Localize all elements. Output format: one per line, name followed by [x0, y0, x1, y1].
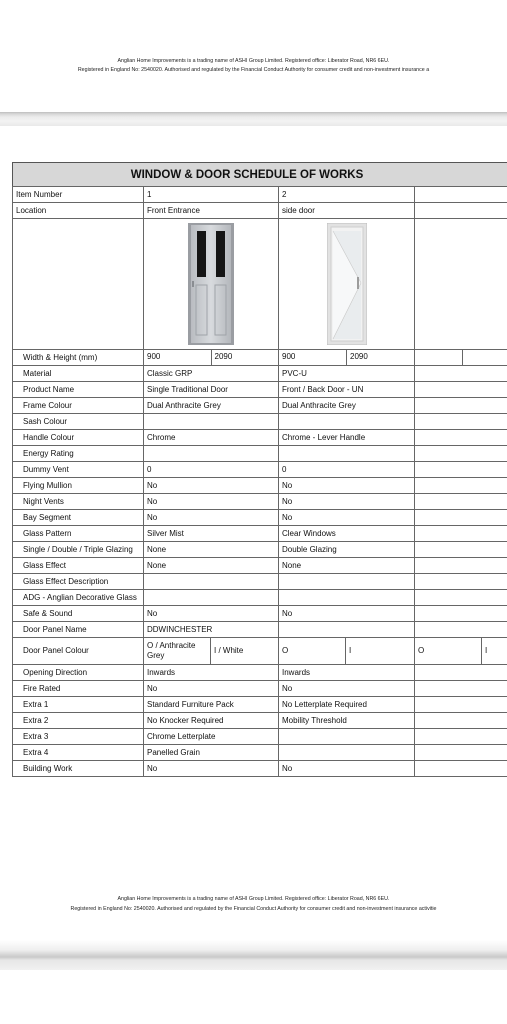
- item-3-value: [415, 510, 507, 526]
- row-label: Building Work: [13, 761, 144, 777]
- item-2-value: [279, 590, 415, 606]
- item-1-value: DDWINCHESTER: [144, 622, 279, 638]
- item-2-value: None: [279, 558, 415, 574]
- item-3-image: [415, 219, 507, 350]
- header-note-line2: Registered in England No: 2540020. Authorised and regulated by the Financial Conduct Authority for consumer credit and non-investment insurance a: [77, 67, 430, 73]
- width-height-label: Width & Height (mm): [13, 350, 144, 366]
- row-label: Fire Rated: [13, 681, 144, 697]
- item-3-value: [415, 366, 507, 382]
- table-row: [13, 414, 507, 430]
- item-1-value: [144, 574, 279, 590]
- table-row: [13, 526, 507, 542]
- item-1-value: No: [144, 681, 279, 697]
- table-row: [13, 382, 507, 398]
- door-panel-colour-label: Door Panel Colour: [13, 638, 144, 665]
- item-1-width: 900: [147, 352, 161, 361]
- row-label: Glass Effect: [13, 558, 144, 574]
- table-row: [13, 430, 507, 446]
- item-2-height: 2090: [346, 350, 414, 365]
- item-2-value: Front / Back Door - UN: [279, 382, 415, 398]
- item-3-value: [415, 729, 507, 745]
- item-1-value: No Knocker Required: [144, 713, 279, 729]
- image-label-cell: [13, 219, 144, 350]
- item-3-panel-colour: [415, 638, 507, 665]
- item-1-value: Standard Furniture Pack: [144, 697, 279, 713]
- item-3-value: [415, 430, 507, 446]
- footer-note-line1: Anglian Home Improvements is a trading name of ASHI Group Limited. Registered office: Liberator Road, NR6 6EU.: [117, 896, 390, 902]
- item-2-panel-outside: O: [282, 646, 289, 655]
- item-3-value: [415, 681, 507, 697]
- table-row: [13, 494, 507, 510]
- item-3-value: [415, 542, 507, 558]
- item-2-panel-colour: [279, 638, 415, 665]
- item-1-value: Classic GRP: [144, 366, 279, 382]
- table-row: [13, 446, 507, 462]
- table-row: [13, 745, 507, 761]
- item-3-value: [415, 606, 507, 622]
- schedule-of-works: [12, 162, 507, 777]
- footer-note-line2: Registered in England No: 2540020. Authorised and regulated by the Financial Conduct Authority for consumer credit and non-investment insurance activitie: [70, 906, 437, 912]
- item-3-width: [415, 350, 462, 365]
- item-3-value: [415, 745, 507, 761]
- item-2-value: [279, 574, 415, 590]
- item-2-value: Inwards: [279, 665, 415, 681]
- table-row: [13, 665, 507, 681]
- table-row: [13, 606, 507, 622]
- item-2-value: Clear Windows: [279, 526, 415, 542]
- item-3-value: [415, 398, 507, 414]
- item-1-value: No: [144, 761, 279, 777]
- table-row: [13, 622, 507, 638]
- item-1-panel-inside: I / White: [210, 638, 246, 664]
- row-label: Extra 3: [13, 729, 144, 745]
- row-label: Glass Effect Description: [13, 574, 144, 590]
- item-2-value: [279, 729, 415, 745]
- item-1-value: Chrome Letterplate: [144, 729, 279, 745]
- item-2-value: Dual Anthracite Grey: [279, 398, 415, 414]
- table-row: [13, 510, 507, 526]
- item-1-value: No: [144, 606, 279, 622]
- item-2-value: No Letterplate Required: [279, 697, 415, 713]
- item-1-value: Silver Mist: [144, 526, 279, 542]
- item-1-value: Dual Anthracite Grey: [144, 398, 279, 414]
- table-row: [13, 590, 507, 606]
- page-separator: [0, 112, 507, 126]
- item-1-panel-outside: O / Anthracite Grey: [147, 641, 196, 660]
- table-row: [13, 761, 507, 777]
- item-2-value: Mobility Threshold: [279, 713, 415, 729]
- item-1-value: None: [144, 542, 279, 558]
- table-row: [13, 219, 507, 350]
- item-1-value: [144, 414, 279, 430]
- table-row: [13, 478, 507, 494]
- item-3-size: [415, 350, 507, 366]
- row-label: Bay Segment: [13, 510, 144, 526]
- page-separator-bottom: [0, 940, 507, 970]
- item-3-value: [415, 574, 507, 590]
- item-3-value: [415, 622, 507, 638]
- table-row: [13, 713, 507, 729]
- row-label: Extra 4: [13, 745, 144, 761]
- item-3-value: [415, 761, 507, 777]
- item-1-image: [144, 219, 279, 350]
- item-3-value: [415, 590, 507, 606]
- item-2-size: [279, 350, 415, 366]
- item-1-value: Single Traditional Door: [144, 382, 279, 398]
- row-label: Product Name: [13, 382, 144, 398]
- row-label: Extra 2: [13, 713, 144, 729]
- item-2-value: No: [279, 478, 415, 494]
- row-label: ADG - Anglian Decorative Glass: [13, 590, 144, 606]
- item-3-value: [415, 713, 507, 729]
- row-label: Opening Direction: [13, 665, 144, 681]
- item-3-value: [415, 478, 507, 494]
- item-3-value: [415, 697, 507, 713]
- item-3-value: [415, 462, 507, 478]
- item-1-value: None: [144, 558, 279, 574]
- item-1-value: [144, 590, 279, 606]
- item-3-number: [415, 187, 507, 203]
- item-1-number: 1: [144, 187, 279, 203]
- item-2-value: No: [279, 681, 415, 697]
- header-note-line1: Anglian Home Improvements is a trading name of ASHI Group Limited. Registered office: Liberator Road, NR6 6EU.: [117, 58, 390, 64]
- row-label: Door Panel Name: [13, 622, 144, 638]
- item-2-image: [279, 219, 415, 350]
- item-2-value: No: [279, 761, 415, 777]
- item-2-value: [279, 745, 415, 761]
- table-row: [13, 574, 507, 590]
- table-row: [13, 638, 507, 665]
- item-2-panel-inside: I: [345, 638, 354, 664]
- item-1-value: No: [144, 510, 279, 526]
- item-2-value: [279, 414, 415, 430]
- composite-door-icon: [188, 223, 234, 345]
- table-row: [13, 558, 507, 574]
- item-2-value: 0: [279, 462, 415, 478]
- item-1-value: [144, 446, 279, 462]
- pvc-glazed-door-icon: [327, 223, 367, 345]
- item-3-value: [415, 494, 507, 510]
- item-1-value: Inwards: [144, 665, 279, 681]
- item-number-label: Item Number: [13, 187, 144, 203]
- item-1-location: Front Entrance: [144, 203, 279, 219]
- item-1-value: Chrome: [144, 430, 279, 446]
- row-label: Handle Colour: [13, 430, 144, 446]
- item-2-location: side door: [279, 203, 415, 219]
- item-2-value: No: [279, 606, 415, 622]
- row-label: Glass Pattern: [13, 526, 144, 542]
- table-row: [13, 729, 507, 745]
- table-row: [13, 366, 507, 382]
- item-3-panel-outside: O: [418, 646, 425, 655]
- table-row: [13, 350, 507, 366]
- location-label: Location: [13, 203, 144, 219]
- item-1-size: [144, 350, 279, 366]
- item-2-value: Double Glazing: [279, 542, 415, 558]
- item-1-value: No: [144, 478, 279, 494]
- table-row: [13, 187, 507, 203]
- item-3-value: [415, 526, 507, 542]
- item-2-value: [279, 622, 415, 638]
- row-label: Frame Colour: [13, 398, 144, 414]
- item-1-value: 0: [144, 462, 279, 478]
- item-3-value: [415, 382, 507, 398]
- item-1-value: Panelled Grain: [144, 745, 279, 761]
- row-label: Sash Colour: [13, 414, 144, 430]
- item-1-height: 2090: [211, 350, 279, 365]
- item-1-value: No: [144, 494, 279, 510]
- item-2-number: 2: [279, 187, 415, 203]
- row-label: Safe & Sound: [13, 606, 144, 622]
- item-2-value: No: [279, 510, 415, 526]
- row-label: Energy Rating: [13, 446, 144, 462]
- item-3-height: [462, 350, 507, 365]
- row-label: Night Vents: [13, 494, 144, 510]
- item-3-location: [415, 203, 507, 219]
- item-2-value: Chrome - Lever Handle: [279, 430, 415, 446]
- schedule-table: [12, 186, 507, 777]
- table-row: [13, 203, 507, 219]
- item-1-panel-colour: [144, 638, 279, 665]
- item-2-value: [279, 446, 415, 462]
- row-label: Single / Double / Triple Glazing: [13, 542, 144, 558]
- table-row: [13, 462, 507, 478]
- row-label: Extra 1: [13, 697, 144, 713]
- item-3-value: [415, 446, 507, 462]
- row-label: Dummy Vent: [13, 462, 144, 478]
- table-row: [13, 398, 507, 414]
- item-3-value: [415, 558, 507, 574]
- item-2-value: No: [279, 494, 415, 510]
- row-label: Flying Mullion: [13, 478, 144, 494]
- schedule-title: WINDOW & DOOR SCHEDULE OF WORKS: [12, 162, 507, 186]
- item-3-value: [415, 414, 507, 430]
- table-row: [13, 697, 507, 713]
- item-2-value: PVC-U: [279, 366, 415, 382]
- item-2-width: 900: [282, 352, 296, 361]
- table-row: [13, 681, 507, 697]
- item-3-panel-inside: I: [481, 638, 490, 664]
- item-3-value: [415, 665, 507, 681]
- row-label: Material: [13, 366, 144, 382]
- table-row: [13, 542, 507, 558]
